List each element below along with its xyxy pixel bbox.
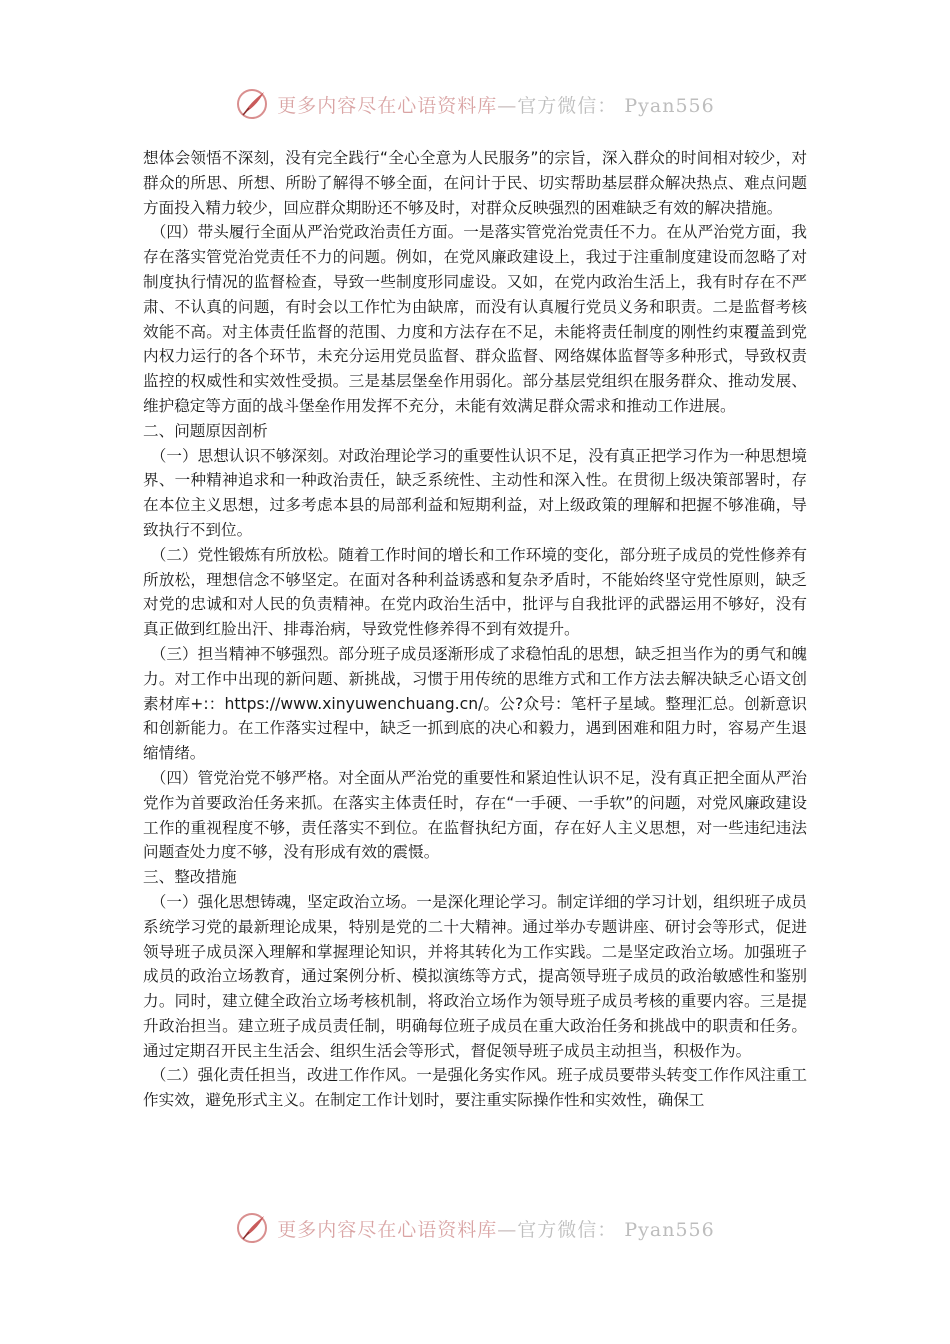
banner-site-name: 更多内容尽在心语资料库 [277,94,498,117]
paragraph: （二）强化责任担当，改进工作作风。一是强化务实作风。班子成员要带头转变工作作风注重工作实效，避免形式主义。在制定工作计划时，要注重实际操作性和实效性，确保工 [143,1066,807,1110]
paragraph: 想体会领悟不深刻，没有完全践行“全心全意为人民服务”的宗旨，深入群众的时间相对较少，对群众的所思、所想、所盼了解得不够全面，在问计于民、切实帮助基层群众解决热点、难点问题方面投入精力较少，回应群众期盼还不够及时，对群众反映强烈的困难缺乏有效的解决措施。 [143,149,807,217]
banner-text [277,1215,714,1242]
feather-logo-icon [235,1211,269,1245]
banner-site-name: 更多内容尽在心语资料库 [277,1218,498,1241]
banner-dash: — [497,94,518,117]
banner-text [277,91,714,118]
header-banner [0,84,950,124]
paragraph: （四）带头履行全面从严治党政治责任方面。一是落实管党治党责任不力。在从严治党方面，我存在落实管党治党责任不力的问题。例如，在党风廉政建设上，我过于注重制度建设而忽略了对制度执行情况的监督检查，导致一些制度形同虚设。又如，在党内政治生活上，我有时存在不严肃、不认真的问题，有时会以工作忙为由缺席，而没有认真履行党员义务和职责。二是监督考核效能不高。对主体责任监督的范围、力度和方法存在不足，未能将责任制度的刚性约束覆盖到党内权力运行的各个环节，未充分运用党员监督、群众监督、网络媒体监督等多种形式，导致权责监控的权威性和实效性受损。三是基层堡垒作用弱化。部分基层党组织在服务群众、推动发展、维护稳定等方面的战斗堡垒作用发挥不充分，未能有效满足群众需求和推动工作进展。 [143,223,807,415]
feather-logo-icon [235,87,269,121]
document-body [143,146,807,1113]
section-heading: 二、问题原因剖析 [143,421,268,440]
paragraph: （二）党性锻炼有所放松。随着工作时间的增长和工作环境的变化，部分班子成员的党性修养有所放松，理想信念不够坚定。在面对各种利益诱惑和复杂矛盾时，不能始终坚守党性原则，缺乏对党的忠诚和对人民的负责精神。在党内政治生活中，批评与自我批评的武器运用不够好，没有真正做到红脸出汗、排毒治病，导致党性修养得不到有效提升。 [143,545,807,639]
banner-wechat-id: Pyan556 [624,94,715,117]
banner-wechat-label: 官方微信： [517,1218,618,1241]
paragraph: （四）管党治党不够严格。对全面从严治党的重要性和紧迫性认识不足，没有真正把全面从严治党作为首要政治任务来抓。在落实主体责任时，存在“一手硬、一手软”的问题，对党风廉政建设工作的重视程度不够，责任落实不到位。在监督执纪方面，存在好人主义思想，对一些违纪违法问题查处力度不够，没有形成有效的震慑。 [143,768,807,862]
paragraph: （三）担当精神不够强烈。部分班子成员逐渐形成了求稳怕乱的思想，缺乏担当作为的勇气和魄力。对工作中出现的新问题、新挑战，习惯于用传统的思维方式和工作方法去解决缺乏心语文创素材库+:：https://www.xinyuwenchuang.cn/。公?众号：笔杆子星域。整理汇总。创新意识和创新能力。在工作落实过程中，缺乏一抓到底的决心和毅力，遇到困难和阻力时，容易产生退缩情绪。 [143,644,807,763]
banner-wechat-id: Pyan556 [624,1218,715,1241]
banner-dash: — [497,1218,518,1241]
paragraph: （一）思想认识不够深刻。对政治理论学习的重要性认识不足，没有真正把学习作为一种思想境界、一种精神追求和一种政治责任，缺乏系统性、主动性和深入性。在贯彻上级决策部署时，存在本位主义思想，过多考虑本县的局部利益和短期利益，对上级政策的理解和把握不够准确，导致执行不到位。 [143,446,807,539]
banner-wechat-label: 官方微信： [517,94,618,117]
section-heading: 三、整改措施 [143,868,237,887]
paragraph: （一）强化思想铸魂，坚定政治立场。一是深化理论学习。制定详细的学习计划，组织班子成员系统学习党的最新理论成果，特别是党的二十大精神。通过举办专题讲座、研讨会等形式，促进领导班子成员深入理解和掌握理论知识，并将其转化为工作实践。二是坚定政治立场。加强班子成员的政治立场教育，通过案例分析、模拟演练等方式，提高领导班子成员的政治敏感性和鉴别力。同时，建立健全政治立场考核机制，将政治立场作为领导班子成员考核的重要内容。三是提升政治担当。建立班子成员责任制，明确每位班子成员在重大政治任务和挑战中的职责和任务。通过定期召开民主生活会、组织生活会等形式，督促领导班子成员主动担当，积极作为。 [143,892,807,1060]
footer-banner [0,1208,950,1248]
